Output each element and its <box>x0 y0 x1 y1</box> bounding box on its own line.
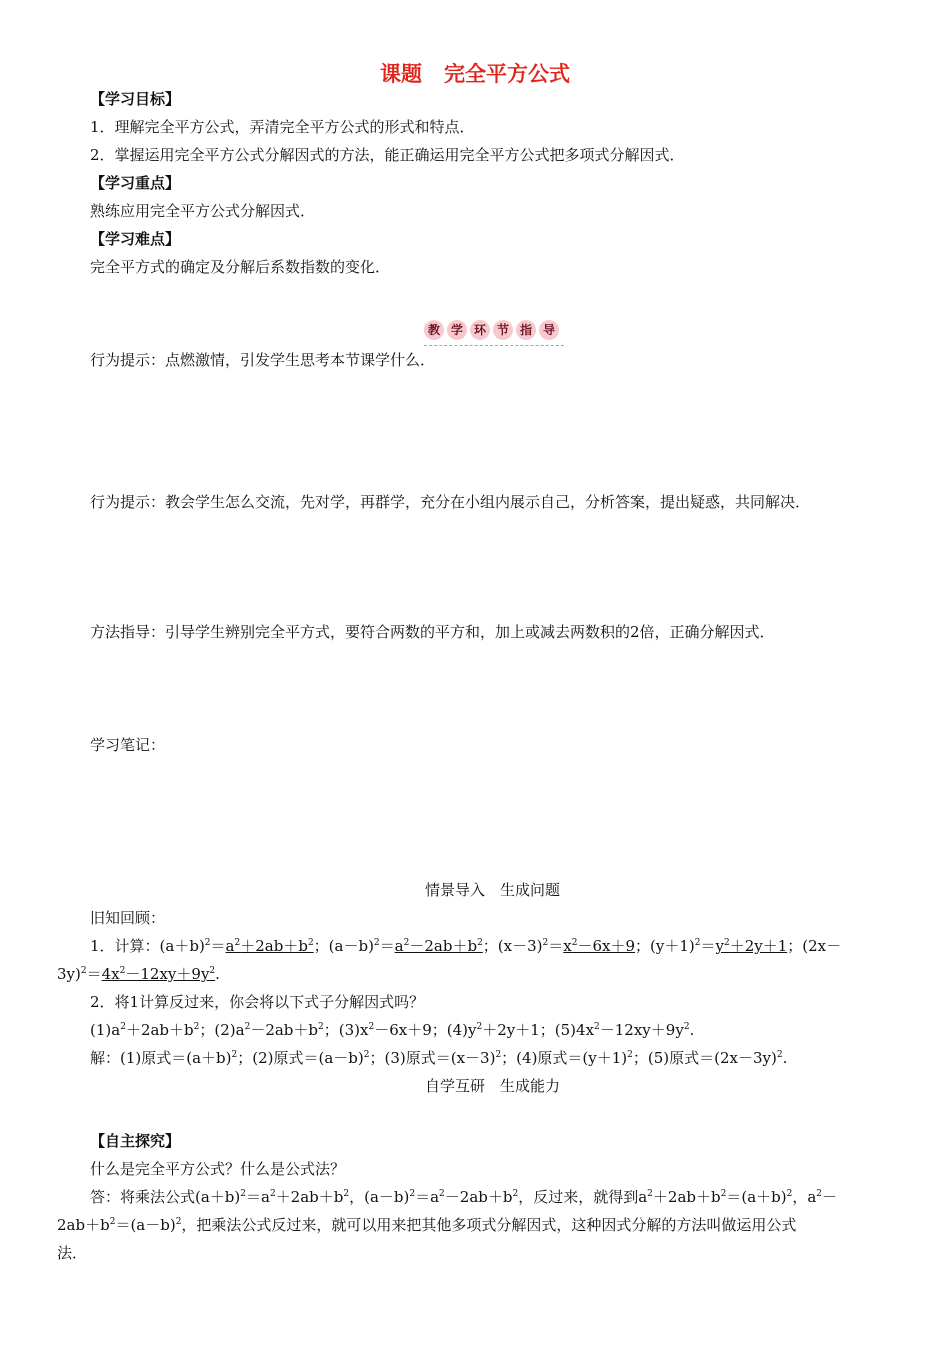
behavior-hint-2: 行为提示：教会学生怎么交流，先对学，再群学，充分在小组内展示自己，分析答案，提出疑惑，共同解决． <box>90 493 811 511</box>
page-title: 课题 完全平方公式 <box>380 62 570 86</box>
question-1-line-1: 1．计算：$(a+b)^2=a^2+2ab+b^2$；$(a-b)^2=a^2-2ab+b^2$；$(x-3)^2=x^2-6x+9$；$(y+1)^2=y^2+2y+1$；(2x－ <box>90 937 842 955</box>
answer-blank: $4x^2-12xy+9y^2$ <box>101 965 216 983</box>
difficulty-text: 完全平方式的确定及分解后系数指数的变化． <box>90 258 391 276</box>
section-title-self-study: 自学互研 生成能力 <box>424 1077 560 1095</box>
review-label: 旧知回顾： <box>90 909 166 927</box>
question-2: 2．将1计算反过来，你会将以下式子分解因式吗？ <box>90 993 425 1011</box>
answer-blank: $x^2-6x+9$ <box>563 937 636 955</box>
goal-item-1: 1．理解完全平方公式，弄清完全平方公式的形式和特点． <box>90 118 475 136</box>
banner-char: 学 <box>447 320 467 340</box>
teaching-guide-banner <box>424 320 564 344</box>
answer-blank: $a^2+2ab+b^2$ <box>225 937 314 955</box>
banner-char: 导 <box>539 320 559 340</box>
difficulty-heading: 【学习难点】 <box>90 230 181 248</box>
goal-item-2: 2．掌握运用完全平方公式分解因式的方法，能正确运用完全平方公式把多项式分解因式． <box>90 146 685 164</box>
explore-answer-line-3: 法． <box>57 1244 88 1262</box>
banner-char: 节 <box>493 320 513 340</box>
question-1-line-2: $3y)^2=4x^2-12xy+9y^2$. <box>57 965 220 983</box>
study-notes-label: 学习笔记： <box>90 736 166 754</box>
explore-question: 什么是完全平方公式？什么是公式法？ <box>90 1160 346 1178</box>
behavior-hint-1: 行为提示：点燃激情，引发学生思考本节课学什么． <box>90 351 436 369</box>
solution-line: 解：(1)原式$=(a+b)^2$；(2)原式$=(a-b)^2$；(3)原式$=(x-3)^2$；(4)原式$=(y+1)^2$；(5)原式$=(2x-3y)^2$. <box>90 1049 788 1067</box>
banner-char: 教 <box>424 320 444 340</box>
banner-char: 指 <box>516 320 536 340</box>
banner-char: 环 <box>470 320 490 340</box>
answer-blank: $y^2+2y+1$ <box>715 937 788 955</box>
explore-answer-line-1: 答：将乘法公式$(a+b)^2=a^2+2ab+b^2$，$(a-b)^2=a^2-2ab+b^2$，反过来，就得到$a^2+2ab+b^2=(a+b)^2$，$a^2-$ <box>90 1188 838 1206</box>
goals-heading: 【学习目标】 <box>90 90 181 108</box>
answer-blank: $a^2-2ab+b^2$ <box>394 937 483 955</box>
section-title-intro: 情景导入 生成问题 <box>424 881 560 899</box>
banner-underline <box>424 345 564 346</box>
method-guide: 方法指导：引导学生辨别完全平方式，要符合两数的平方和，加上或减去两数积的2倍，正确分解因式． <box>90 623 775 641</box>
focus-text: 熟练应用完全平方公式分解因式． <box>90 202 316 220</box>
question-2-items: $(1)a^2+2ab+b^2$；$(2)a^2-2ab+b^2$；$(3)x^2-6x+9$；$(4)y^2+2y+1$；$(5)4x^2-12xy+9y^2$. <box>90 1021 695 1039</box>
explore-heading: 【自主探究】 <box>90 1132 181 1150</box>
explore-answer-line-2: $2ab+b^2=(a-b)^2$，把乘法公式反过来，就可以用来把其他多项式分解因式，这种因式分解的方法叫做运用公式 <box>57 1216 797 1234</box>
focus-heading: 【学习重点】 <box>90 174 181 192</box>
